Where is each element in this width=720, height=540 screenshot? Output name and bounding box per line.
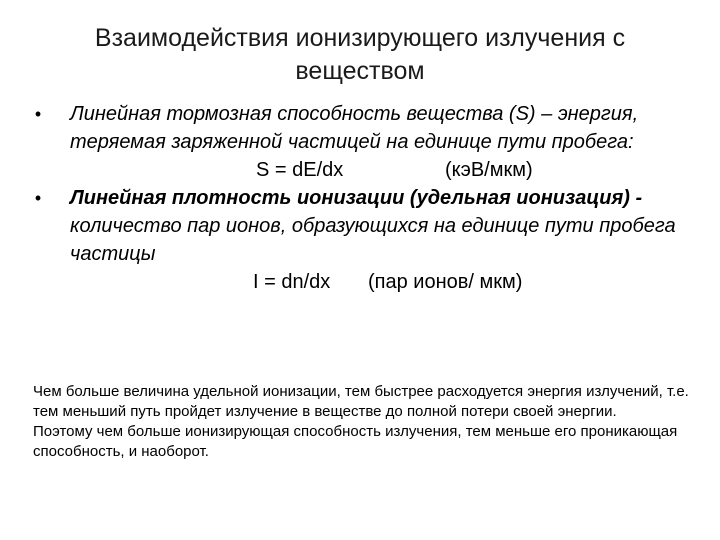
- bullet-lead-term: Линейная плотность ионизации (удельная ионизация) -: [70, 187, 643, 209]
- formula-expression: I = dn/dx: [253, 271, 331, 293]
- bullet-text: количество пар ионов, образующихся на единице пути пробега частицы: [70, 215, 676, 265]
- slide-title: Взаимодействия ионизирующего излучения с веществом: [94, 24, 626, 85]
- formula-unit: (кэВ/мкм): [445, 159, 533, 181]
- bullet-marker: •: [34, 188, 42, 208]
- bullet-ionization-density: [28, 184, 698, 296]
- bullet-list: [28, 100, 698, 296]
- bullet-text-block: [70, 184, 698, 268]
- bullet-marker: •: [34, 104, 42, 124]
- bullet-stopping-power: [28, 100, 698, 184]
- formula-expression: S = dE/dx: [256, 159, 344, 181]
- bullet-text: Линейная тормозная способность вещества (S) – энергия, теряемая заряженной частицей на единице пути пробега:: [70, 103, 639, 153]
- formula-row: [70, 156, 698, 184]
- note-paragraph: Чем больше величина удельной ионизации, тем быстрее расходуется энергия излучений, т.е. тем меньший путь пройдет излучение в веществе до полной потери своей энергии.: [33, 383, 689, 420]
- note-paragraph: Поэтому чем больше ионизирующая способность излучения, тем меньше его проникающая способность, и наоборот.: [33, 423, 678, 460]
- formula-row: [70, 268, 698, 296]
- notes-block: [33, 382, 693, 462]
- formula-unit: (пар ионов/ мкм): [368, 271, 523, 293]
